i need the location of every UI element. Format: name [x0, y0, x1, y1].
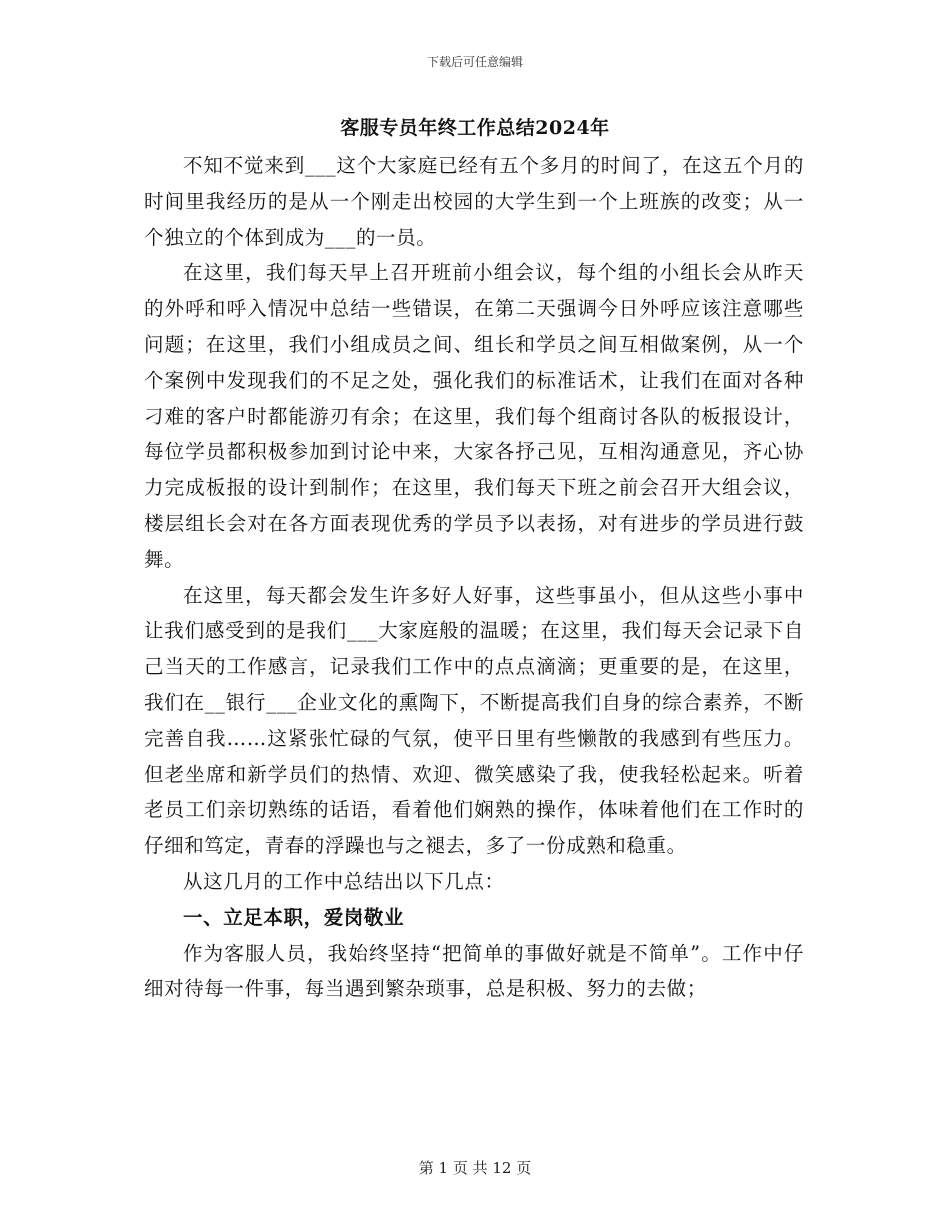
paragraph-section-one: 作为客服人员，我始终坚持“把简单的事做好就是不简单”。工作中仔细对待每一件事，每当遇到繁杂琐事，总是积极、努力的去做；: [144, 941, 804, 1001]
document-title: 客服专员年终工作总结2024年: [340, 117, 610, 139]
document-body: [144, 148, 804, 1007]
paragraph-daily-meetings: 在这里，我们每天早上召开班前小组会议，每个组的小组长会从昨天的外呼和呼入情况中总结一些错误，在第二天强调今日外呼应该注意哪些问题；在这里，我们小组成员之间、组长和学员之间互相做案例，从一个个案例中发现我们的不足之处，强化我们的标准话术，让我们在面对各种刁难的客户时都能游刃有余；在这里，我们每个组商讨各队的板报设计，每位学员都积极参加到讨论中来，大家各抒己见，互相沟通意见，齐心协力完成板报的设计到制作；在这里，我们每天下班之前会召开大组会议，楼层组长会对在各方面表现优秀的学员予以表扬，对有进步的学员进行鼓舞。: [144, 261, 804, 571]
section-heading: 一、立足本职，爱岗敬业: [183, 905, 405, 929]
page-number: 第 1 页 共 12 页: [418, 1159, 532, 1177]
paragraph-intro: 不知不觉来到___这个大家庭已经有五个多月的时间了，在这五个月的时间里我经历的是从一个刚走出校园的大学生到一个上班族的改变；从一个独立的个体到成为___的一员。: [144, 154, 804, 249]
paragraph-summary-intro: 从这几月的工作中总结出以下几点：: [183, 869, 505, 893]
header-note: 下载后可任意编辑: [426, 55, 523, 69]
paragraph-team-culture: 在这里，每天都会发生许多好人好事，这些事虽小，但从这些小事中让我们感受到的是我们___大家庭般的温暖；在这里，我们每天会记录下自己当天的工作感言，记录我们工作中的点点滴滴；更重要的是，在这里，我们在__银行___企业文化的熏陶下，不断提高我们自身的综合素养，不断完善自我……这紧张忙碌的气氛，使平日里有些懒散的我感到有些压力。但老坐席和新学员们的热情、欢迎、微笑感染了我，使我轻松起来。听着老员工们亲切熟练的话语，看着他们娴熟的操作，体味着他们在工作时的仔细和笃定，青春的浮躁也与之褪去，多了一份成熟和稳重。: [144, 583, 804, 858]
